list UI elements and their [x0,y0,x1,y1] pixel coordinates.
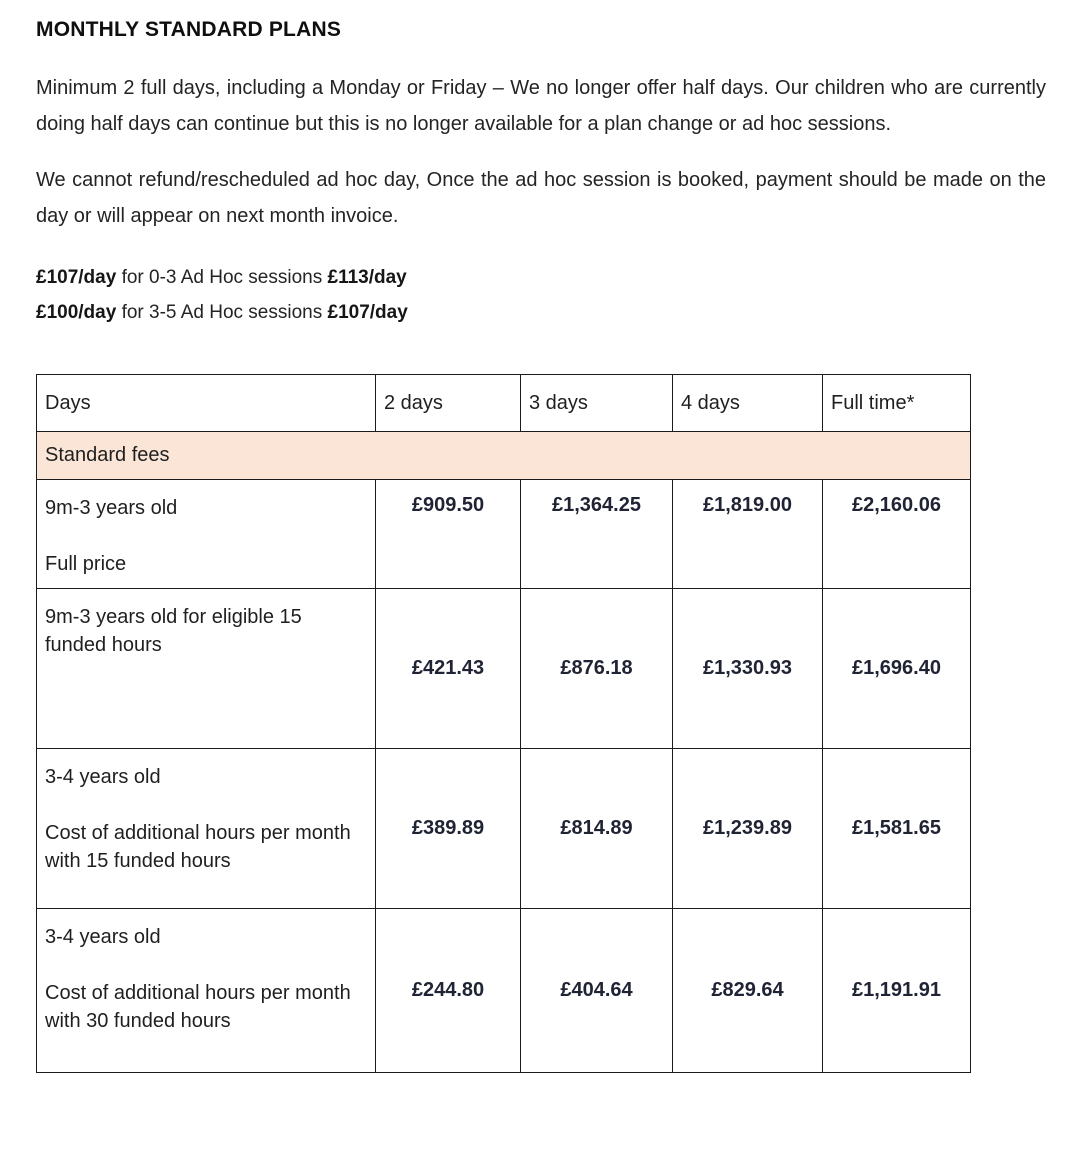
section-label: Standard fees [37,432,971,480]
col-header-full-time: Full time* [823,375,971,432]
row-label [37,480,376,589]
fee-value-cell: £1,239.89 [673,749,823,909]
fee-value-cell: £876.18 [521,589,673,749]
fee-value-cell: £1,364.25 [521,480,673,589]
fee-value-cell: £909.50 [376,480,521,589]
fee-value-cell: £2,160.06 [823,480,971,589]
table-row-3-4-funded-15 [37,749,971,909]
row-label-line: Cost of additional hours per month with 15 funded hours [45,822,351,873]
adhoc-line-3-5 [36,295,1046,330]
section-row [37,432,971,480]
adhoc-price-0-3: £107/day [36,267,117,288]
adhoc-text-0-3: for 0-3 Ad Hoc sessions [116,267,328,288]
col-header-3-days: 3 days [521,375,673,432]
table-row-3-4-funded-30 [37,909,971,1073]
fee-value-cell: £1,330.93 [673,589,823,749]
col-header-4-days: 4 days [673,375,823,432]
table-header-row [37,375,971,432]
table-row-9m-3-funded-15 [37,589,971,749]
fee-value-cell: £829.64 [673,909,823,1073]
row-label-line: Full price [45,553,127,576]
fee-value-cell: £244.80 [376,909,521,1073]
fee-value-cell: £1,696.40 [823,589,971,749]
intro-paragraph: Minimum 2 full days, including a Monday or Friday – We no longer offer half days. Our children who are currently doing half days can continue but this is no longer available for a plan change or ad hoc sessions. [36,77,1046,135]
row-label-line: 3-4 years old [45,766,161,789]
adhoc-line-0-3 [36,260,1046,295]
adhoc-pricing-block [36,260,1046,330]
adhoc-price-0-3-alt: £113/day [327,267,407,288]
adhoc-text-3-5: for 3-5 Ad Hoc sessions [116,302,328,324]
col-header-days: Days [37,375,376,432]
row-label-line: 9m-3 years old for eligible 15 funded hours [45,606,302,657]
row-label-line: 3-4 years old [45,926,161,949]
row-label-line: 9m-3 years old [45,497,178,520]
adhoc-price-3-5: £100/day [36,302,117,324]
page-title: MONTHLY STANDARD PLANS [36,18,342,41]
row-label [37,749,376,909]
row-label [37,589,376,749]
fee-value-cell: £1,191.91 [823,909,971,1073]
refund-policy-paragraph: We cannot refund/rescheduled ad hoc day, Once the ad hoc session is booked, payment should be made on the day or will appear on next month invoice. [36,169,1046,227]
fee-value-cell: £1,581.65 [823,749,971,909]
table-row-9m-3-full-price [37,480,971,589]
col-header-2-days: 2 days [376,375,521,432]
fee-value-cell: £421.43 [376,589,521,749]
fee-value-cell: £1,819.00 [673,480,823,589]
row-label [37,909,376,1073]
adhoc-price-3-5-alt: £107/day [327,302,408,324]
fee-value-cell: £404.64 [521,909,673,1073]
row-label-line: Cost of additional hours per month with 30 funded hours [45,982,351,1033]
fees-table [36,374,971,1073]
fee-value-cell: £814.89 [521,749,673,909]
fee-value-cell: £389.89 [376,749,521,909]
